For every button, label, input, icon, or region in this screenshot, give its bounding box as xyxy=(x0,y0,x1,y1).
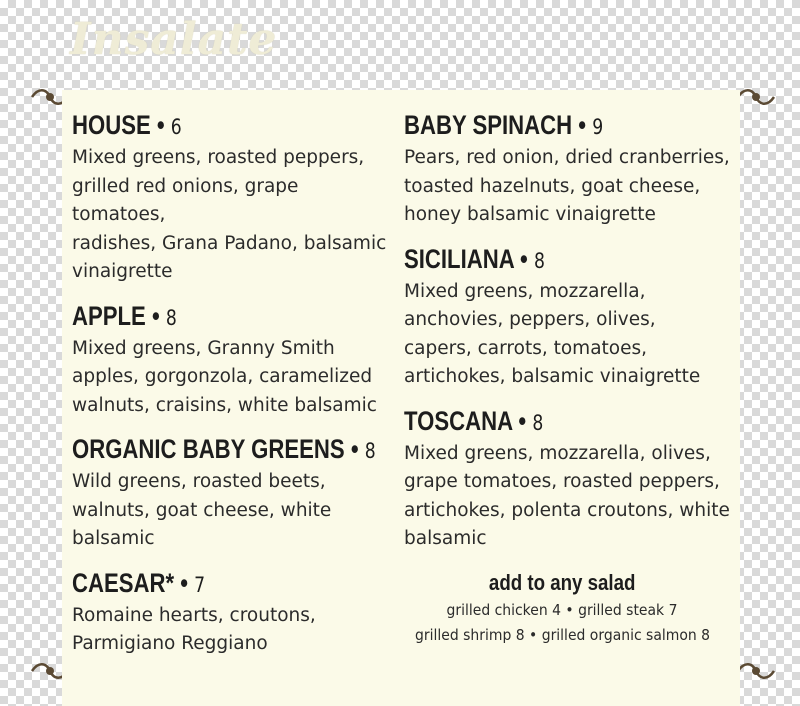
item-price: 8 xyxy=(364,439,376,463)
item-heading: BABY SPINACH • 9 xyxy=(404,110,604,140)
item-heading: ORGANIC BABY GREENS • 8 xyxy=(72,434,376,464)
item-description: Wild greens, roasted beets, walnuts, goat cheese, white balsamic xyxy=(72,471,332,549)
item-price: 8 xyxy=(532,410,544,435)
item-name: CAESAR* xyxy=(72,567,175,598)
menu-item xyxy=(404,108,734,230)
flourish-ornament-bottom-right xyxy=(734,660,778,682)
item-price: 6 xyxy=(170,115,182,139)
item-description: Pears, red onion, dried cranberries, toasted hazelnuts, goat cheese, honey balsamic vinaigrette xyxy=(404,147,730,225)
menu-column-left xyxy=(72,108,390,659)
item-price: 8 xyxy=(533,248,545,273)
add-on-line: grilled chicken 4 • grilled steak 7 xyxy=(446,601,678,619)
menu-item xyxy=(72,432,390,554)
item-description: Mixed greens, Granny Smith apples, gorgonzola, caramelized walnuts, craisins, white balsamic xyxy=(72,337,377,416)
menu-item xyxy=(72,108,390,287)
item-price: 8 xyxy=(165,305,177,330)
item-heading: HOUSE • 6 xyxy=(72,110,182,140)
menu-item xyxy=(404,404,734,554)
item-name: APPLE xyxy=(72,300,146,331)
menu-title: Insalate xyxy=(70,14,278,65)
item-heading: SICILIANA • 8 xyxy=(404,243,545,274)
menu-item xyxy=(72,299,390,421)
item-heading: TOSCANA • 8 xyxy=(404,405,544,436)
menu-item xyxy=(404,242,734,392)
menu-column-right xyxy=(404,108,734,554)
item-name: SICILIANA xyxy=(404,243,514,274)
add-on-section xyxy=(404,568,720,648)
item-name: ORGANIC BABY GREENS xyxy=(72,434,345,464)
item-price: 7 xyxy=(194,572,206,597)
flourish-ornament-top-right xyxy=(734,86,778,108)
item-name: HOUSE xyxy=(72,110,151,140)
item-heading: CAESAR* • 7 xyxy=(72,567,206,598)
item-description: Romaine hearts, croutons, Parmigiano Reggiano xyxy=(72,604,316,654)
item-name: BABY SPINACH xyxy=(404,110,573,140)
item-description: Mixed greens, mozzarella, anchovies, peppers, olives, capers, carrots, tomatoes, artichokes, balsamic vinaigrette xyxy=(404,280,701,387)
item-description: Mixed greens, roasted peppers, grilled red onions, grape tomatoes, radishes, Grana Padano, balsamic vinaigrette xyxy=(72,147,387,282)
item-heading: APPLE • 8 xyxy=(72,300,177,331)
add-on-title: add to any salad xyxy=(488,570,636,595)
add-on-line: grilled shrimp 8 • grilled organic salmon 8 xyxy=(415,626,711,644)
menu-item xyxy=(72,566,390,659)
item-description: Mixed greens, mozzarella, olives, grape tomatoes, roasted peppers, artichokes, polenta croutons, white balsamic xyxy=(404,442,730,549)
item-price: 9 xyxy=(592,115,604,139)
item-name: TOSCANA xyxy=(404,405,513,436)
